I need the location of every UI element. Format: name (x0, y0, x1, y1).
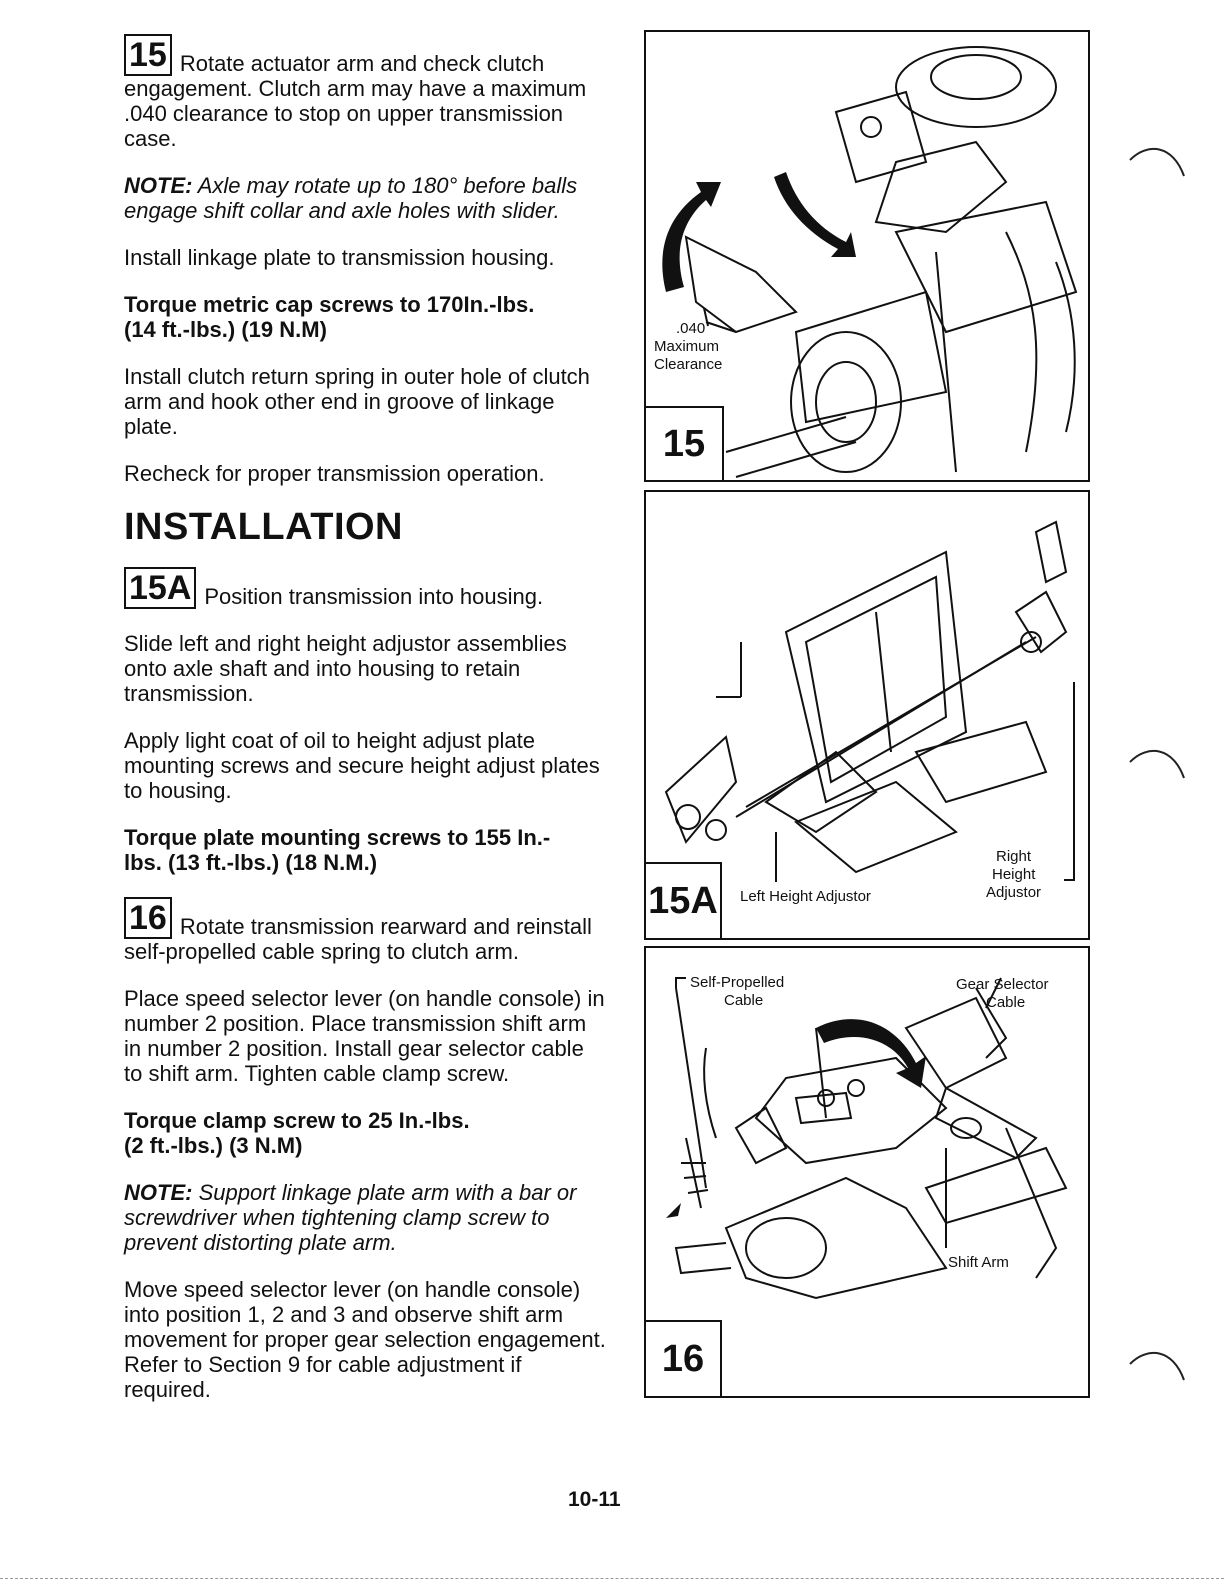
gear-selector-line1: Gear Selector (956, 976, 1049, 993)
text-column (124, 34, 606, 1402)
section-heading: INSTALLATION (124, 506, 403, 548)
recheck-text: Recheck for proper transmission operation. (124, 461, 545, 486)
oil-text: Apply light coat of oil to height adjust plate mounting screws and secure height adjust plates to housing. (124, 728, 600, 803)
torque-spec-2: Torque plate mounting screws to 155 In.- (124, 825, 551, 850)
torque-spec-3: Torque clamp screw to 25 In.-lbs. (124, 1108, 470, 1133)
clearance-value: .040 (676, 320, 706, 337)
footer-rule (0, 1578, 1224, 1579)
step-15-badge: 15 (124, 34, 172, 76)
move-selector-text: Move speed selector lever (on handle console) into position 1, 2 and 3 and observe shift arm movement for proper gear selection engagement. Refer to Section 9 for cable adjustment if required. (124, 1277, 606, 1402)
self-propelled-line1: Self-Propelled (690, 974, 785, 991)
right-adjustor-line1: Right (996, 848, 1032, 865)
figure-16 (644, 946, 1090, 1398)
figure-15A-tag: 15A (646, 862, 722, 938)
figure-16-tag: 16 (646, 1320, 722, 1396)
right-adjustor-line2: Height (992, 866, 1036, 883)
note-label: NOTE: (124, 173, 193, 198)
spring-text: Install clutch return spring in outer hole of clutch arm and hook other end in groove of linkage plate. (124, 364, 590, 439)
right-adjustor-line3: Adjustor (986, 884, 1042, 901)
figure-15-tag: 15 (646, 406, 724, 480)
self-propelled-line2: Cable (724, 992, 764, 1009)
page-number: 10-11 (568, 1488, 621, 1511)
binder-hole-mark-top (1128, 140, 1188, 200)
slide-text: Slide left and right height adjustor assemblies onto axle shaft and into housing to retain transmission. (124, 631, 567, 706)
step-15-text: Rotate actuator arm and check clutch engagement. Clutch arm may have a maximum .040 clearance to stop on upper transmission case. (124, 51, 587, 151)
note-label-2: NOTE: (124, 1180, 193, 1205)
step-15A-text: Position transmission into housing. (204, 584, 544, 609)
torque-spec-3b: (2 ft.-lbs.) (3 N.M) (124, 1133, 303, 1158)
gear-selector-line2: Cable (986, 994, 1026, 1011)
binder-hole-mark-middle (1128, 742, 1188, 802)
step-16-block (124, 897, 606, 1402)
step-15-block (124, 34, 606, 486)
step-15A-block (124, 567, 606, 875)
note-text: Axle may rotate up to 180° before balls engage shift collar and axle holes with slider. (124, 173, 578, 223)
step-16-badge: 16 (124, 897, 172, 939)
clearance-line2: Maximum (654, 338, 720, 355)
torque-spec-1: Torque metric cap screws to 170In.-lbs. (124, 292, 535, 317)
figure-15 (644, 30, 1090, 482)
figure-15A (644, 490, 1090, 940)
note-text-2: Support linkage plate arm with a bar or screwdriver when tightening clamp screw to prevent distorting plate arm. (124, 1180, 577, 1255)
shift-arm-label: Shift Arm (948, 1254, 1009, 1271)
install-linkage-text: Install linkage plate to transmission housing. (124, 245, 555, 270)
binder-hole-mark-bottom (1128, 1344, 1188, 1404)
clearance-line3: Clearance (654, 356, 723, 373)
place-selector-text: Place speed selector lever (on handle console) in number 2 position. Place transmission shift arm in number 2 position. Install gear selector cable to shift arm. Tighten cable clamp screw. (124, 986, 605, 1086)
torque-spec-2b: lbs. (13 ft.-lbs.) (18 N.M.) (124, 850, 378, 875)
torque-spec-1b: (14 ft.-lbs.) (19 N.M) (124, 317, 327, 342)
left-adjustor-label: Left Height Adjustor (740, 888, 871, 905)
step-16-text: Rotate transmission rearward and reinstall self-propelled cable spring to clutch arm. (124, 914, 592, 964)
step-15A-badge: 15A (124, 567, 196, 609)
